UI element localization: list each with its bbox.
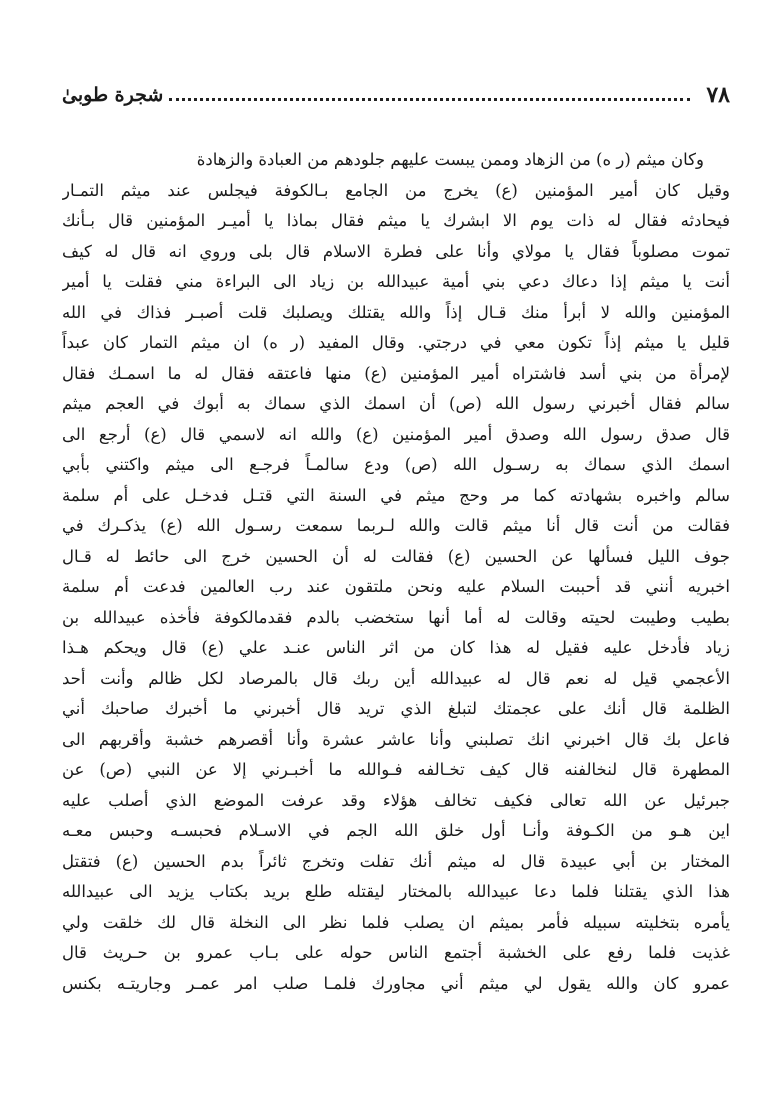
text-line: الظلمة قال أنك على عجمتك لتبلغ الذي تريد قال أخبرني ما أخبرك صاحبك أني xyxy=(62,699,730,718)
body-text xyxy=(62,145,730,999)
text-line: المؤمنين والله لا أبرأ منك قـال إذاً والله يقتلك ويصلبك قلت أصبـر فذاك في الله xyxy=(62,302,730,322)
text-line: اخبريه أنني قد أحببت السلام عليه ونحن ملتقون عند رب العالمين فدعت أم سلمة xyxy=(62,577,730,596)
text-line: المختار بن أبي عبيدة قال له ميثم أنك تفلت وتخرج ثائراً بدم الحسين (ع) فتقتل xyxy=(62,851,730,871)
text-line: جوف الليل فسألها عن الحسين (ع) فقالت له أن الحسين خرج الى حائط له قـال xyxy=(62,546,730,566)
text-line: وكان ميثم (ر ه) من الزهاد وممن يبست عليهم جلودهم من العبادة والزهادة xyxy=(196,150,704,169)
text-line: سالم واخبره بشهادته كما مر وحج ميثم في السنة التي قتـل فدخـل على أم سلمة xyxy=(62,485,730,505)
text-line: فيحادثه فقال له ذات يوم الا ابشرك يا ميثم فقال بماذا يا أميـر المؤمنين قال بـأنك xyxy=(62,211,730,230)
text-line: سالم فقال أخبرني رسول الله (ص) أن اسمك الذي سماك به أبوك في العجم ميثم xyxy=(62,394,730,413)
leader-dots xyxy=(169,98,690,101)
text-line: الأعجمي قيل له نعم قال له عبيدالله أين ربك قال بالمرصاد لكل ظالم وأنت أحد xyxy=(62,668,730,688)
text-line: فقالت من أنت قال أنا ميثم قالت والله لـربما سمعت رسـول الله (ع) يذكـرك في xyxy=(62,516,730,535)
text-line: أنت يا ميثم إذا دعاك دعي بني أمية عبيدالله بن زياد الى البراءة مني فقلت يا أمير xyxy=(62,272,730,291)
text-line: هذا الذي يقتلنا فلما دعا عبيدالله بالمختار ليقتله طلع بريد بكتاب يزيد الى عبيدالله xyxy=(62,882,730,901)
text-line: وقيل كان أمير المؤمنين (ع) يخرج من الجامع بـالكوفة فيجلس عند ميثم التمـار xyxy=(62,180,730,200)
text-line: المطهرة قال لنخالفنه قال كيف تخـالفه فـوالله ما أخبـرني إلا عن النبي (ص) عن xyxy=(62,760,730,779)
page-number: ٧٨ xyxy=(706,82,730,108)
text-line: فاعل بك قال اخبرني انك تصلبني وأنا عاشر عشرة وأنا أقصرهم خشبة وأقربهم الى xyxy=(62,729,730,749)
text-line: غذيت فلما رفع على الخشبة أجتمع الناس حوله على بـاب عمرو بن حـريث قال xyxy=(62,943,730,962)
text-line: زياد فأدخل عليه فقيل له هذا كان من اثر الناس عنـد علي (ع) قال ويحكم هـذا xyxy=(62,638,730,657)
text-line: قليل يا ميثم إذاً تكون معي في درجتي. وقال المفيد (ر ه) ان ميثم التمار كان عبداً xyxy=(62,333,730,352)
text-line: عمرو كان والله يقول لي ميثم أني مجاورك فلمـا صلب امر عمـر وجاريتـه بكنس xyxy=(62,973,730,993)
running-title: شجرة طوبىٰ xyxy=(62,84,164,106)
text-line: يأمره بتخليته سبيله فأمر بميثم ان يصلب فلما نظر الى النخلة قال لك خلقت ولي xyxy=(62,912,730,932)
text-line: تموت مصلوباً فقال يا مولاي وأنا على فطرة الاسلام قال بلى وروي انه قال له كيف xyxy=(62,241,730,261)
text-line: لإمرأة من بني أسد فاشتراه أمير المؤمنين (ع) منها فاعتقه فقال له ما اسمـك فقال xyxy=(62,363,730,383)
page-header xyxy=(62,78,730,112)
text-line: جبرئيل عن الله تعالى فكيف تخالف هؤلاء وقد عرفت الموضع الذي أصلب عليه xyxy=(62,790,730,810)
text-line: اين هـو من الكـوفة وأنـا أول خلق الله الجم في الاسـلام فحبسـه وحبس معـه xyxy=(62,821,730,840)
text-line: بطيب وطيبت لحيته وقالت له أما أنها ستخضب بالدم فقدمالكوفة فأخذه عبيدالله بن xyxy=(62,607,730,627)
text-line: اسمك الذي سماك به رسـول الله (ص) ودع سالمـاً فرجـع الى ميثم واكتني بأبي xyxy=(62,455,730,474)
text-line: قال صدق رسول الله وصدق أمير المؤمنين (ع) والله انه لاسمي قال (ع) أرجع الى xyxy=(62,424,730,444)
